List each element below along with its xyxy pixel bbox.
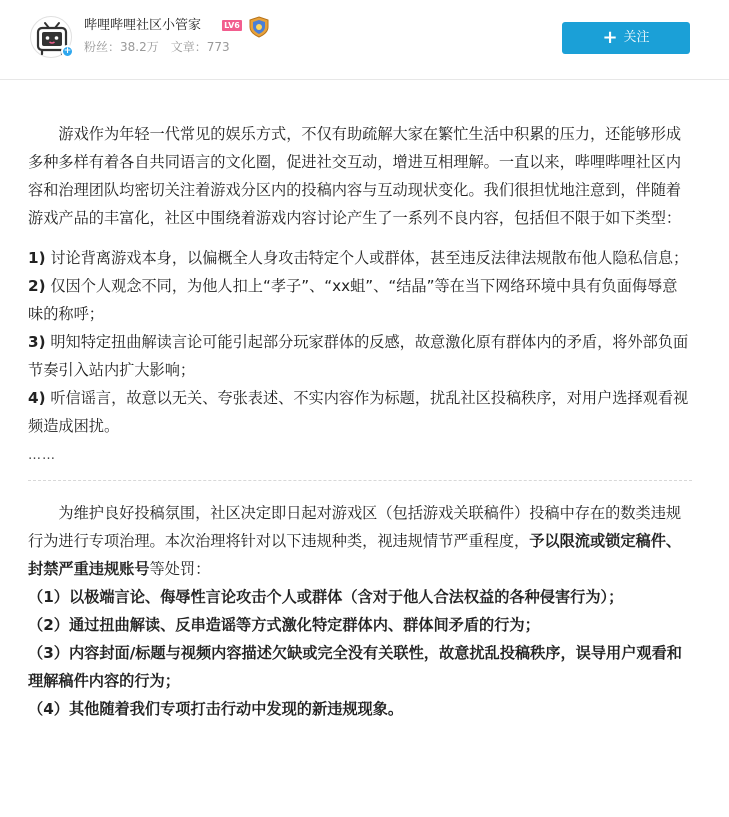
ellipsis: ……: [28, 448, 56, 463]
issue-number: 4): [28, 389, 46, 407]
author-stats: [84, 39, 230, 55]
violation-item: （3）内容封面/标题与视频内容描述欠缺或完全没有关联性，故意扰乱投稿秩序，误导用户观看和理解稿件内容的行为；: [28, 644, 682, 690]
governance-tail: 等处罚：: [149, 560, 211, 578]
violation-item: （4）其他随着我们专项打击行动中发现的新违规现象。: [28, 700, 404, 718]
issue-number: 2): [28, 277, 46, 295]
issue-item: [28, 272, 692, 328]
issue-text: 讨论背离游戏本身，以偏概全人身攻击特定个人或群体，甚至违反法律法规散布他人隐私信息；: [50, 249, 689, 267]
governance-penalty: 予以限流或锁定稿件、封禁严重违规账号: [28, 532, 682, 578]
issue-text: 仅因个人观念不同，为他人扣上“孝子”、“xx蛆”、“结晶”等在当下网络环境中具有负面侮辱意味的称呼；: [28, 277, 678, 323]
issue-item: [28, 244, 692, 272]
issue-text: 明知特定扭曲解读言论可能引起部分玩家群体的反感，故意激化原有群体内的矛盾，将外部负面节奏引入站内扩大影响；: [28, 333, 689, 379]
issue-number: 3): [28, 333, 46, 351]
articles-count: 773: [206, 40, 230, 54]
shield-medal-icon: [247, 16, 271, 42]
section-divider: [28, 480, 692, 481]
issue-item: [28, 384, 692, 440]
follow-button[interactable]: [562, 22, 690, 54]
article-body: [28, 120, 692, 723]
governance-paragraph: [28, 499, 692, 583]
governance-intro: 为维护良好投稿氛围，社区决定即日起对游戏区（包括游戏关联稿件）投稿中存在的数类违规行为进行专项治理。本次治理将针对以下违规种类，视违规情节严重程度，: [28, 504, 682, 550]
verified-icon: +: [61, 45, 74, 58]
issue-item: [28, 328, 692, 384]
author-name[interactable]: 哔哩哔哩社区小管家: [84, 18, 202, 33]
author-header: [0, 0, 729, 80]
fans-label: 粉丝：: [84, 40, 121, 54]
issue-number: 1): [28, 249, 46, 267]
intro-paragraph: 游戏作为年轻一代常见的娱乐方式，不仅有助疏解大家在繁忙生活中积累的压力，还能够形成多种多样有着各自共同语言的文化圈，促进社交互动，增进互相理解。一直以来，哔哩哔哩社区内容和治理团队均密切关注着游戏分区内的投稿内容与互动现状变化。我们很担忧地注意到，伴随着游戏产品的丰富化，社区中围绕着游戏内容讨论产生了一系列不良内容，包括但不限于如下类型：: [28, 125, 682, 227]
violation-item: （2）通过扭曲解读、反串造谣等方式激化特定群体内、群体间矛盾的行为；: [28, 616, 540, 634]
plus-icon: +: [602, 27, 618, 48]
fans-count: 38.2万: [120, 40, 159, 54]
articles-label: 文章：: [170, 40, 207, 54]
author-avatar[interactable]: [30, 16, 72, 58]
follow-label: 关注: [623, 30, 650, 45]
level-badge: LV6: [222, 20, 242, 31]
violation-item: （1）以极端言论、侮辱性言论攻击个人或群体（含对于他人合法权益的各种侵害行为）；: [28, 588, 624, 606]
issue-text: 听信谣言，故意以无关、夸张表述、不实内容作为标题，扰乱社区投稿秩序，对用户选择观看视频造成困扰。: [28, 389, 689, 435]
